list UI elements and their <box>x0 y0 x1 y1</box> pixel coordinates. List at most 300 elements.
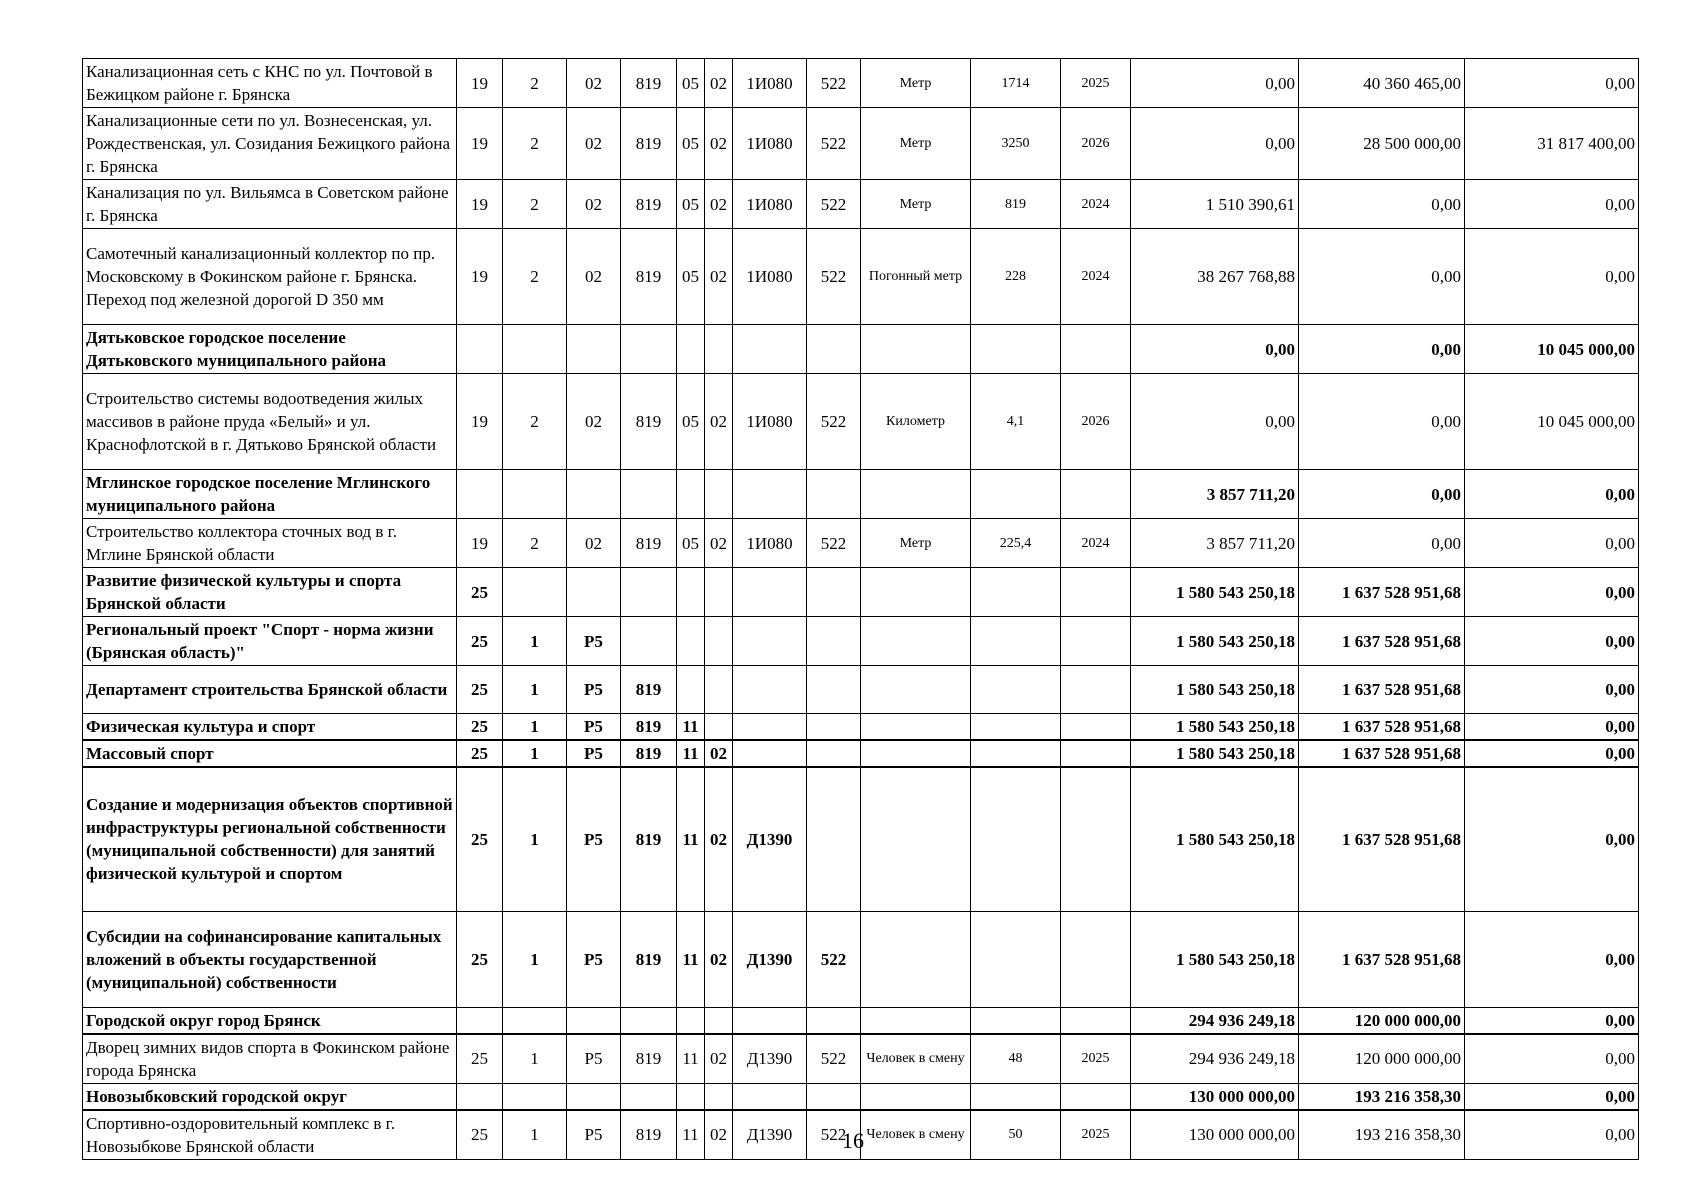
cell-year <box>1061 1007 1131 1034</box>
cell-grbs: 819 <box>621 229 677 325</box>
cell-subprogram: 1 <box>503 1110 567 1160</box>
row-name: Развитие физической культуры и спорта Брянской области <box>83 568 457 617</box>
cell-capacity: 3250 <box>971 108 1061 180</box>
cell-expense-type: 522 <box>807 374 861 470</box>
cell-expense-type: 522 <box>807 1034 861 1084</box>
cell-main-event: Р5 <box>567 1110 621 1160</box>
cell-grbs <box>621 1007 677 1034</box>
cell-target-article <box>733 568 807 617</box>
cell-sum-2026: 0,00 <box>1465 714 1639 741</box>
cell-expense-type <box>807 617 861 666</box>
cell-target-article <box>733 714 807 741</box>
cell-main-event: Р5 <box>567 911 621 1007</box>
cell-grbs: 819 <box>621 911 677 1007</box>
cell-target-article: Д1390 <box>733 1110 807 1160</box>
cell-sum-2025: 0,00 <box>1299 229 1465 325</box>
cell-year <box>1061 666 1131 714</box>
cell-capacity <box>971 568 1061 617</box>
cell-expense-type <box>807 666 861 714</box>
cell-program: 25 <box>457 767 503 911</box>
cell-sum-2024: 1 580 543 250,18 <box>1131 911 1299 1007</box>
cell-unit <box>861 911 971 1007</box>
cell-capacity: 1714 <box>971 59 1061 108</box>
cell-expense-type <box>807 470 861 519</box>
cell-expense-type <box>807 325 861 374</box>
cell-grbs: 819 <box>621 180 677 229</box>
cell-subprogram <box>503 470 567 519</box>
cell-unit <box>861 617 971 666</box>
cell-sum-2025: 1 637 528 951,68 <box>1299 617 1465 666</box>
cell-year <box>1061 714 1131 741</box>
cell-sum-2026: 10 045 000,00 <box>1465 374 1639 470</box>
cell-main-event: Р5 <box>567 767 621 911</box>
cell-sum-2024: 1 580 543 250,18 <box>1131 568 1299 617</box>
cell-year <box>1061 617 1131 666</box>
cell-year: 2026 <box>1061 108 1131 180</box>
cell-grbs: 819 <box>621 59 677 108</box>
cell-main-event: Р5 <box>567 666 621 714</box>
cell-grbs: 819 <box>621 1034 677 1084</box>
cell-target-article: Д1390 <box>733 1034 807 1084</box>
cell-main-event <box>567 1083 621 1110</box>
cell-sum-2026: 0,00 <box>1465 767 1639 911</box>
cell-section: 11 <box>677 911 705 1007</box>
cell-expense-type: 522 <box>807 911 861 1007</box>
cell-grbs <box>621 617 677 666</box>
cell-unit <box>861 740 971 767</box>
table-row <box>83 568 1639 617</box>
cell-program <box>457 1083 503 1110</box>
cell-expense-type <box>807 1007 861 1034</box>
cell-year: 2025 <box>1061 59 1131 108</box>
cell-section <box>677 568 705 617</box>
cell-main-event: 02 <box>567 374 621 470</box>
cell-section: 11 <box>677 767 705 911</box>
cell-sum-2025: 193 216 358,30 <box>1299 1110 1465 1160</box>
row-name: Создание и модернизация объектов спортивной инфраструктуры региональной собственности (муниципальной собственности) для занятий физической культурой и спортом <box>83 767 457 911</box>
cell-capacity: 819 <box>971 180 1061 229</box>
row-name: Мглинское городское поселение Мглинского муниципального района <box>83 470 457 519</box>
cell-main-event: 02 <box>567 229 621 325</box>
cell-subprogram: 1 <box>503 617 567 666</box>
cell-sum-2024: 1 580 543 250,18 <box>1131 714 1299 741</box>
table-row <box>83 1034 1639 1084</box>
cell-target-article <box>733 740 807 767</box>
cell-subprogram: 2 <box>503 519 567 568</box>
row-name: Региональный проект "Спорт - норма жизни (Брянская область)" <box>83 617 457 666</box>
cell-subprogram: 2 <box>503 374 567 470</box>
row-name: Спортивно-оздоровительный комплекс в г. Новозыбкове Брянской области <box>83 1110 457 1160</box>
budget-table <box>82 58 1639 1160</box>
cell-target-article <box>733 325 807 374</box>
cell-sum-2025: 1 637 528 951,68 <box>1299 714 1465 741</box>
cell-sum-2025: 120 000 000,00 <box>1299 1007 1465 1034</box>
cell-capacity <box>971 1083 1061 1110</box>
cell-capacity <box>971 714 1061 741</box>
row-name: Канализационная сеть с КНС по ул. Почтовой в Бежицком районе г. Брянска <box>83 59 457 108</box>
cell-sum-2025: 120 000 000,00 <box>1299 1034 1465 1084</box>
cell-subsection <box>705 1007 733 1034</box>
cell-capacity: 50 <box>971 1110 1061 1160</box>
cell-capacity <box>971 767 1061 911</box>
cell-section: 05 <box>677 229 705 325</box>
cell-section: 05 <box>677 519 705 568</box>
cell-main-event <box>567 1007 621 1034</box>
cell-sum-2024: 0,00 <box>1131 325 1299 374</box>
cell-sum-2024: 1 580 543 250,18 <box>1131 767 1299 911</box>
cell-target-article <box>733 617 807 666</box>
cell-section <box>677 666 705 714</box>
cell-capacity: 225,4 <box>971 519 1061 568</box>
cell-year: 2025 <box>1061 1110 1131 1160</box>
cell-section <box>677 470 705 519</box>
cell-expense-type <box>807 568 861 617</box>
table-row <box>83 374 1639 470</box>
cell-sum-2025: 40 360 465,00 <box>1299 59 1465 108</box>
cell-section <box>677 617 705 666</box>
cell-subprogram: 2 <box>503 229 567 325</box>
cell-subprogram: 1 <box>503 767 567 911</box>
cell-program <box>457 325 503 374</box>
cell-program: 25 <box>457 1110 503 1160</box>
cell-sum-2025: 0,00 <box>1299 325 1465 374</box>
cell-expense-type: 522 <box>807 1110 861 1160</box>
cell-subprogram: 1 <box>503 666 567 714</box>
cell-year <box>1061 568 1131 617</box>
cell-expense-type <box>807 740 861 767</box>
cell-section: 05 <box>677 108 705 180</box>
cell-grbs: 819 <box>621 519 677 568</box>
cell-sum-2025: 28 500 000,00 <box>1299 108 1465 180</box>
cell-year: 2024 <box>1061 180 1131 229</box>
cell-section: 11 <box>677 1110 705 1160</box>
cell-target-article: Д1390 <box>733 767 807 911</box>
table-row <box>83 470 1639 519</box>
table-row <box>83 911 1639 1007</box>
cell-section: 05 <box>677 180 705 229</box>
cell-sum-2024: 0,00 <box>1131 59 1299 108</box>
cell-sum-2024: 1 580 543 250,18 <box>1131 740 1299 767</box>
cell-main-event <box>567 470 621 519</box>
cell-sum-2026: 0,00 <box>1465 911 1639 1007</box>
cell-year: 2026 <box>1061 374 1131 470</box>
cell-grbs <box>621 325 677 374</box>
cell-section: 05 <box>677 374 705 470</box>
cell-main-event: Р5 <box>567 617 621 666</box>
cell-subprogram: 2 <box>503 180 567 229</box>
cell-subprogram <box>503 325 567 374</box>
cell-section <box>677 325 705 374</box>
cell-sum-2024: 130 000 000,00 <box>1131 1110 1299 1160</box>
cell-program: 25 <box>457 911 503 1007</box>
cell-unit: Метр <box>861 59 971 108</box>
cell-sum-2026: 0,00 <box>1465 1110 1639 1160</box>
row-name: Городской округ город Брянск <box>83 1007 457 1034</box>
cell-year <box>1061 767 1131 911</box>
cell-sum-2026: 0,00 <box>1465 617 1639 666</box>
table-row <box>83 767 1639 911</box>
table-row <box>83 617 1639 666</box>
cell-year <box>1061 740 1131 767</box>
cell-subsection: 02 <box>705 1110 733 1160</box>
cell-program: 25 <box>457 714 503 741</box>
cell-sum-2024: 294 936 249,18 <box>1131 1007 1299 1034</box>
cell-main-event: Р5 <box>567 740 621 767</box>
row-name: Дятьковское городское поселение Дятьковского муниципального района <box>83 325 457 374</box>
cell-expense-type <box>807 767 861 911</box>
table-body <box>83 59 1639 1160</box>
cell-target-article <box>733 1007 807 1034</box>
cell-target-article: 1И080 <box>733 519 807 568</box>
cell-grbs: 819 <box>621 374 677 470</box>
cell-unit: Метр <box>861 108 971 180</box>
cell-sum-2025: 193 216 358,30 <box>1299 1083 1465 1110</box>
cell-main-event: 02 <box>567 59 621 108</box>
cell-year: 2024 <box>1061 229 1131 325</box>
cell-main-event <box>567 325 621 374</box>
cell-grbs <box>621 568 677 617</box>
cell-subsection: 02 <box>705 519 733 568</box>
cell-section <box>677 1083 705 1110</box>
cell-program: 19 <box>457 108 503 180</box>
cell-subprogram: 1 <box>503 911 567 1007</box>
cell-section: 11 <box>677 714 705 741</box>
cell-year <box>1061 1083 1131 1110</box>
cell-capacity <box>971 740 1061 767</box>
cell-subsection: 02 <box>705 767 733 911</box>
table-row <box>83 1007 1639 1034</box>
table-row <box>83 325 1639 374</box>
cell-unit: Человек в смену <box>861 1110 971 1160</box>
cell-year <box>1061 911 1131 1007</box>
table-row <box>83 1083 1639 1110</box>
cell-subprogram: 1 <box>503 740 567 767</box>
cell-grbs: 819 <box>621 740 677 767</box>
cell-grbs: 819 <box>621 714 677 741</box>
cell-capacity: 4,1 <box>971 374 1061 470</box>
cell-program <box>457 1007 503 1034</box>
cell-subsection <box>705 666 733 714</box>
cell-sum-2024: 38 267 768,88 <box>1131 229 1299 325</box>
cell-subsection <box>705 714 733 741</box>
cell-grbs <box>621 470 677 519</box>
cell-grbs: 819 <box>621 108 677 180</box>
page-number: 16 <box>842 1128 864 1153</box>
cell-target-article: 1И080 <box>733 108 807 180</box>
cell-subsection: 02 <box>705 229 733 325</box>
cell-sum-2026: 0,00 <box>1465 740 1639 767</box>
cell-section: 11 <box>677 740 705 767</box>
cell-sum-2024: 294 936 249,18 <box>1131 1034 1299 1084</box>
cell-unit <box>861 1083 971 1110</box>
cell-section: 11 <box>677 1034 705 1084</box>
cell-program: 19 <box>457 59 503 108</box>
cell-subprogram <box>503 568 567 617</box>
cell-capacity <box>971 470 1061 519</box>
cell-expense-type <box>807 1083 861 1110</box>
cell-target-article: 1И080 <box>733 229 807 325</box>
cell-program: 19 <box>457 229 503 325</box>
cell-program: 19 <box>457 180 503 229</box>
cell-subprogram <box>503 1083 567 1110</box>
cell-sum-2026: 0,00 <box>1465 519 1639 568</box>
cell-capacity: 48 <box>971 1034 1061 1084</box>
cell-capacity <box>971 911 1061 1007</box>
cell-sum-2026: 0,00 <box>1465 59 1639 108</box>
table-row <box>83 714 1639 741</box>
cell-subsection: 02 <box>705 59 733 108</box>
row-name: Дворец зимних видов спорта в Фокинском районе города Брянска <box>83 1034 457 1084</box>
cell-target-article: 1И080 <box>733 374 807 470</box>
cell-unit: Километр <box>861 374 971 470</box>
cell-sum-2024: 1 580 543 250,18 <box>1131 666 1299 714</box>
cell-sum-2025: 1 637 528 951,68 <box>1299 911 1465 1007</box>
cell-grbs: 819 <box>621 1110 677 1160</box>
cell-grbs: 819 <box>621 666 677 714</box>
cell-subsection: 02 <box>705 911 733 1007</box>
cell-subsection: 02 <box>705 180 733 229</box>
cell-unit <box>861 325 971 374</box>
cell-sum-2024: 1 580 543 250,18 <box>1131 617 1299 666</box>
cell-main-event: 02 <box>567 519 621 568</box>
row-name: Строительство системы водоотведения жилых массивов в районе пруда «Белый» и ул. Краснофлотской в г. Дятьково Брянской области <box>83 374 457 470</box>
cell-subsection: 02 <box>705 374 733 470</box>
cell-sum-2026: 31 817 400,00 <box>1465 108 1639 180</box>
cell-capacity <box>971 666 1061 714</box>
row-name: Самотечный канализационный коллектор по пр. Московскому в Фокинском районе г. Брянска. Переход под железной дорогой D 350 мм <box>83 229 457 325</box>
cell-sum-2026: 0,00 <box>1465 180 1639 229</box>
cell-sum-2025: 0,00 <box>1299 374 1465 470</box>
cell-program: 25 <box>457 740 503 767</box>
cell-subsection: 02 <box>705 740 733 767</box>
cell-sum-2024: 3 857 711,20 <box>1131 519 1299 568</box>
cell-expense-type <box>807 714 861 741</box>
cell-subsection: 02 <box>705 108 733 180</box>
cell-main-event <box>567 568 621 617</box>
cell-sum-2026: 0,00 <box>1465 229 1639 325</box>
cell-sum-2025: 1 637 528 951,68 <box>1299 568 1465 617</box>
cell-program: 25 <box>457 568 503 617</box>
cell-program: 25 <box>457 617 503 666</box>
cell-sum-2024: 0,00 <box>1131 374 1299 470</box>
cell-subprogram <box>503 1007 567 1034</box>
cell-sum-2026: 0,00 <box>1465 1083 1639 1110</box>
cell-subsection <box>705 568 733 617</box>
table-row <box>83 740 1639 767</box>
cell-main-event: 02 <box>567 108 621 180</box>
cell-sum-2025: 1 637 528 951,68 <box>1299 767 1465 911</box>
cell-sum-2025: 0,00 <box>1299 180 1465 229</box>
cell-subsection <box>705 470 733 519</box>
cell-target-article: 1И080 <box>733 180 807 229</box>
table-row <box>83 108 1639 180</box>
cell-unit <box>861 714 971 741</box>
table-row <box>83 229 1639 325</box>
cell-expense-type: 522 <box>807 229 861 325</box>
cell-subprogram: 1 <box>503 1034 567 1084</box>
cell-capacity: 228 <box>971 229 1061 325</box>
cell-year: 2025 <box>1061 1034 1131 1084</box>
row-name: Массовый спорт <box>83 740 457 767</box>
cell-program: 19 <box>457 374 503 470</box>
cell-expense-type: 522 <box>807 108 861 180</box>
cell-main-event: 02 <box>567 180 621 229</box>
cell-program: 25 <box>457 1034 503 1084</box>
cell-year <box>1061 470 1131 519</box>
cell-subprogram: 2 <box>503 59 567 108</box>
table-row <box>83 59 1639 108</box>
cell-sum-2024: 1 510 390,61 <box>1131 180 1299 229</box>
cell-sum-2024: 130 000 000,00 <box>1131 1083 1299 1110</box>
cell-subsection <box>705 1083 733 1110</box>
cell-sum-2024: 3 857 711,20 <box>1131 470 1299 519</box>
cell-sum-2024: 0,00 <box>1131 108 1299 180</box>
cell-capacity <box>971 1007 1061 1034</box>
cell-sum-2025: 0,00 <box>1299 470 1465 519</box>
cell-sum-2026: 0,00 <box>1465 1007 1639 1034</box>
cell-section: 05 <box>677 59 705 108</box>
cell-sum-2025: 1 637 528 951,68 <box>1299 740 1465 767</box>
row-name: Физическая культура и спорт <box>83 714 457 741</box>
cell-expense-type: 522 <box>807 519 861 568</box>
cell-unit <box>861 666 971 714</box>
cell-subsection <box>705 617 733 666</box>
cell-unit <box>861 568 971 617</box>
row-name: Новозыбковский городской округ <box>83 1083 457 1110</box>
cell-program <box>457 470 503 519</box>
cell-sum-2026: 0,00 <box>1465 1034 1639 1084</box>
cell-unit <box>861 470 971 519</box>
cell-unit: Метр <box>861 180 971 229</box>
cell-sum-2026: 10 045 000,00 <box>1465 325 1639 374</box>
cell-subprogram: 1 <box>503 714 567 741</box>
cell-sum-2026: 0,00 <box>1465 666 1639 714</box>
cell-grbs <box>621 1083 677 1110</box>
cell-target-article: 1И080 <box>733 59 807 108</box>
row-name: Канализационные сети по ул. Вознесенская, ул. Рождественская, ул. Созидания Бежицкого района г. Брянска <box>83 108 457 180</box>
cell-section <box>677 1007 705 1034</box>
cell-subsection <box>705 325 733 374</box>
cell-target-article: Д1390 <box>733 911 807 1007</box>
cell-unit: Человек в смену <box>861 1034 971 1084</box>
cell-capacity <box>971 617 1061 666</box>
cell-main-event: Р5 <box>567 714 621 741</box>
row-name: Канализация по ул. Вильямса в Советском районе г. Брянска <box>83 180 457 229</box>
cell-grbs: 819 <box>621 767 677 911</box>
cell-target-article <box>733 666 807 714</box>
cell-unit: Погонный метр <box>861 229 971 325</box>
cell-expense-type: 522 <box>807 180 861 229</box>
cell-target-article <box>733 470 807 519</box>
cell-capacity <box>971 325 1061 374</box>
table-row <box>83 180 1639 229</box>
cell-program: 25 <box>457 666 503 714</box>
cell-subsection: 02 <box>705 1034 733 1084</box>
cell-program: 19 <box>457 519 503 568</box>
cell-unit: Метр <box>861 519 971 568</box>
cell-expense-type: 522 <box>807 59 861 108</box>
table-row <box>83 666 1639 714</box>
cell-year <box>1061 325 1131 374</box>
cell-target-article <box>733 1083 807 1110</box>
cell-sum-2026: 0,00 <box>1465 470 1639 519</box>
cell-main-event: Р5 <box>567 1034 621 1084</box>
cell-unit <box>861 1007 971 1034</box>
row-name: Строительство коллектора сточных вод в г. Мглине Брянской области <box>83 519 457 568</box>
row-name: Департамент строительства Брянской области <box>83 666 457 714</box>
cell-sum-2026: 0,00 <box>1465 568 1639 617</box>
cell-year: 2024 <box>1061 519 1131 568</box>
